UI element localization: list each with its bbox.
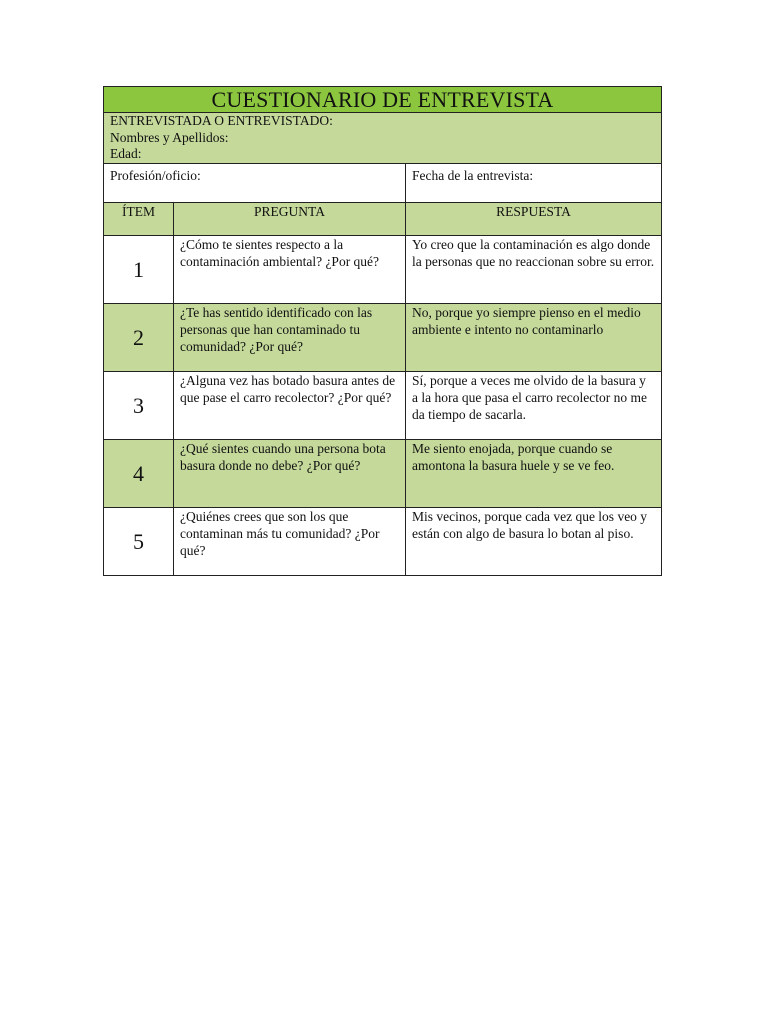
item-number: 2 xyxy=(104,304,174,372)
questionnaire-title: CUESTIONARIO DE ENTREVISTA xyxy=(104,87,662,113)
item-number: 1 xyxy=(104,236,174,304)
answer-text: No, porque yo siempre pienso en el medio ambiente e intento no contaminarlo xyxy=(406,304,662,372)
item-number: 5 xyxy=(104,508,174,576)
table-header-row xyxy=(104,203,662,236)
interview-date-label: Fecha de la entrevista: xyxy=(406,164,662,203)
interview-questionnaire-table xyxy=(103,86,662,576)
question-text: ¿Cómo te sientes respecto a la contaminación ambiental? ¿Por qué? xyxy=(174,236,406,304)
answer-text: Yo creo que la contaminación es algo donde la personas que no reaccionan sobre su error. xyxy=(406,236,662,304)
question-text: ¿Te has sentido identificado con las personas que han contaminado tu comunidad? ¿Por qué? xyxy=(174,304,406,372)
item-number: 4 xyxy=(104,440,174,508)
names-label: Nombres y Apellidos: xyxy=(110,129,229,145)
question-text: ¿Quiénes crees que son los que contaminan más tu comunidad? ¿Por qué? xyxy=(174,508,406,576)
table-row xyxy=(104,304,662,372)
item-number: 3 xyxy=(104,372,174,440)
question-text: ¿Qué sientes cuando una persona bota basura donde no debe? ¿Por qué? xyxy=(174,440,406,508)
question-text: ¿Alguna vez has botado basura antes de que pase el carro recolector? ¿Por qué? xyxy=(174,372,406,440)
table-row xyxy=(104,508,662,576)
answer-text: Sí, porque a veces me olvido de la basura y a la hora que pasa el carro recolector no me da tiempo de sacarla. xyxy=(406,372,662,440)
interviewee-label: ENTREVISTADA O ENTREVISTADO: xyxy=(110,113,333,128)
answer-text: Mis vecinos, porque cada vez que los veo y están con algo de basura lo botan al piso. xyxy=(406,508,662,576)
column-header-answer: RESPUESTA xyxy=(406,203,662,236)
table-row xyxy=(104,440,662,508)
answer-text: Me siento enojada, porque cuando se amontona la basura huele y se ve feo. xyxy=(406,440,662,508)
table-row xyxy=(104,236,662,304)
profession-label: Profesión/oficio: xyxy=(104,164,406,203)
table-row xyxy=(104,372,662,440)
interviewee-info xyxy=(104,113,662,164)
column-header-item: ÍTEM xyxy=(104,203,174,236)
age-label: Edad: xyxy=(110,146,142,161)
column-header-question: PREGUNTA xyxy=(174,203,406,236)
